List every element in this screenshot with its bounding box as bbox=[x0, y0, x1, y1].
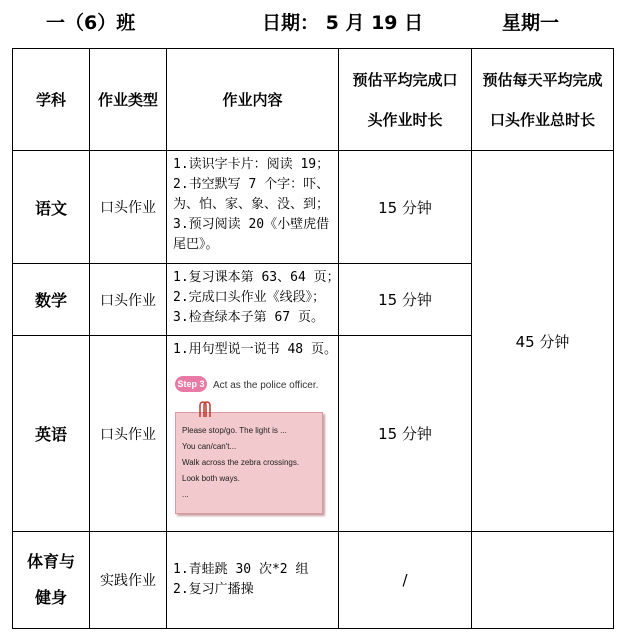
content-cell bbox=[167, 532, 339, 629]
header-total-time-line2: 口头作业总时长 bbox=[489, 110, 595, 129]
header-total-time-line1: 预估每天平均完成 bbox=[482, 70, 603, 89]
content-line: 3.检查绿本子第 67 页。 bbox=[173, 310, 324, 325]
card-line: Please stop/go. The light is ... bbox=[182, 426, 287, 435]
time-cell: / bbox=[339, 532, 472, 629]
content-line: 2.完成口头作业《线段》； bbox=[173, 290, 326, 305]
type-cell: 实践作业 bbox=[90, 532, 167, 629]
content-line: 1.读识字卡片：阅读 19； bbox=[173, 157, 330, 172]
table-row bbox=[13, 151, 614, 264]
header-type: 作业类型 bbox=[90, 49, 167, 151]
date-label: 日期： 5 月 19 日 bbox=[262, 12, 424, 34]
subject-line: 体育与 bbox=[26, 552, 75, 571]
content-line: 2.书空默写 7 个字：吓、 bbox=[173, 177, 330, 192]
type-cell: 口头作业 bbox=[90, 151, 167, 264]
card-line: ... bbox=[182, 490, 189, 499]
content-line: 为、怕、家、象、没、到； bbox=[173, 197, 330, 212]
subject-cell bbox=[13, 532, 90, 629]
header-subject: 学科 bbox=[13, 49, 90, 151]
textbook-illustration bbox=[173, 370, 323, 510]
content-line: 3.预习阅读 20《小壁虎借 bbox=[173, 217, 330, 232]
step-title: Act as the police officer. bbox=[213, 380, 319, 391]
content-line: 2.复习广播操 bbox=[173, 582, 254, 597]
card-line: You can/can't... bbox=[182, 442, 237, 451]
card-line: Walk across the zebra crossings. bbox=[182, 458, 300, 467]
table-row bbox=[13, 532, 614, 629]
sentence-card bbox=[175, 412, 323, 514]
content-line: 1.青蛙跳 30 次*2 组 bbox=[173, 562, 309, 577]
class-label: 一（6）班 bbox=[46, 12, 136, 34]
header-avg-time bbox=[339, 49, 472, 151]
time-cell: 15 分钟 bbox=[339, 336, 472, 532]
total-time-cell: 45 分钟 bbox=[472, 151, 614, 532]
table-header-row bbox=[13, 49, 614, 151]
time-cell: 15 分钟 bbox=[339, 151, 472, 264]
subject-cell: 语文 bbox=[13, 151, 90, 264]
subject-cell: 英语 bbox=[13, 336, 90, 532]
content-cell bbox=[167, 336, 339, 532]
header-total-time bbox=[472, 49, 614, 151]
content-line: 1.用句型说一说书 48 页。 bbox=[173, 342, 337, 357]
content-cell bbox=[167, 264, 339, 336]
header-avg-time-line2: 头作业时长 bbox=[367, 110, 443, 129]
header-content: 作业内容 bbox=[167, 49, 339, 151]
homework-table bbox=[12, 48, 614, 629]
card-line: Look both ways. bbox=[182, 474, 240, 483]
type-cell: 口头作业 bbox=[90, 336, 167, 532]
empty-cell bbox=[472, 532, 614, 629]
paper-clip-icon bbox=[197, 400, 213, 418]
weekday-label: 星期一 bbox=[502, 12, 560, 34]
content-line: 尾巴》。 bbox=[173, 237, 219, 252]
content-cell bbox=[167, 151, 339, 264]
subject-cell: 数学 bbox=[13, 264, 90, 336]
step-badge: Step 3 bbox=[175, 376, 207, 392]
header-avg-time-line1: 预估平均完成口 bbox=[352, 70, 458, 89]
time-cell: 15 分钟 bbox=[339, 264, 472, 336]
page-header bbox=[0, 8, 628, 34]
content-line: 1.复习课本第 63、64 页； bbox=[173, 270, 340, 285]
subject-line: 健身 bbox=[34, 588, 67, 607]
type-cell: 口头作业 bbox=[90, 264, 167, 336]
